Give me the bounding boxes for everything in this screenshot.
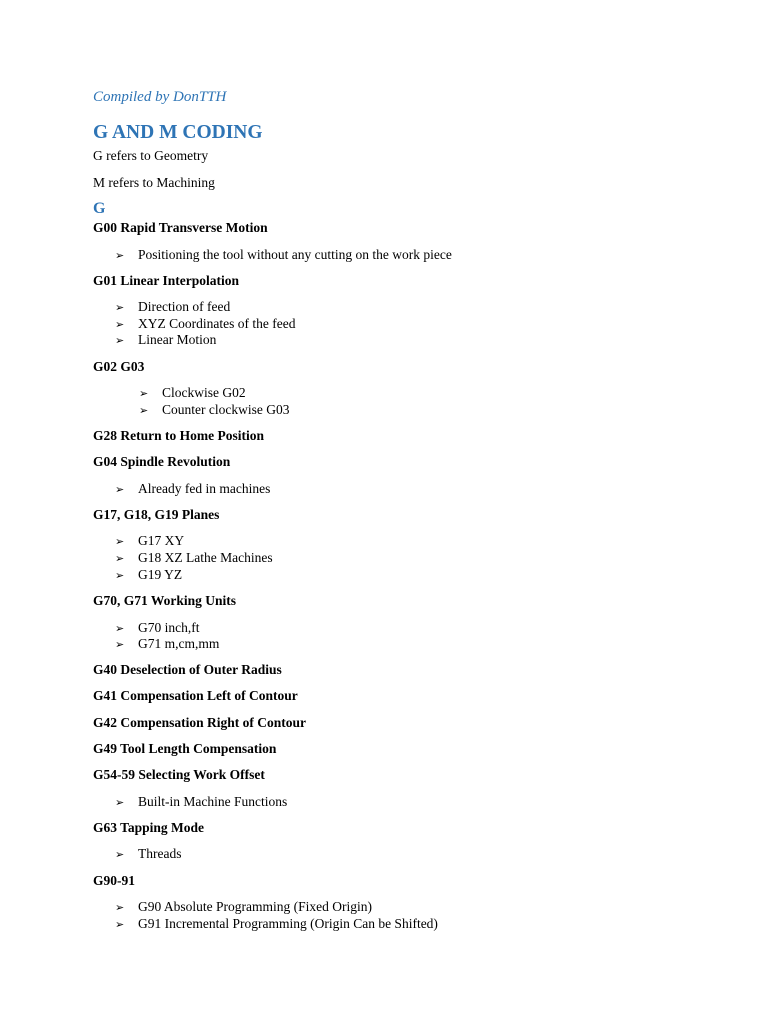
list-item: ➢ G18 XZ Lathe Machines: [115, 549, 273, 568]
bullet-arrow-icon: ➢: [115, 639, 125, 651]
section-letter: G: [93, 200, 106, 217]
section-heading: G04 Spindle Revolution: [93, 454, 231, 469]
intro-line-geometry: G refers to Geometry: [93, 148, 209, 163]
list-item: ➢ Built-in Machine Functions: [115, 793, 287, 812]
bullet-arrow-icon: ➢: [115, 302, 125, 314]
bullet-arrow-icon: ➢: [115, 570, 125, 582]
bullet-arrow-icon: ➢: [139, 405, 149, 417]
section-heading: G41 Compensation Left of Contour: [93, 688, 298, 703]
list-item: ➢ Direction of feed: [115, 298, 230, 317]
bullet-arrow-icon: ➢: [115, 250, 125, 262]
bullet-arrow-icon: ➢: [115, 335, 125, 347]
section-heading: G28 Return to Home Position: [93, 428, 264, 443]
list-item: ➢ G71 m,cm,mm: [115, 635, 219, 654]
bullet-arrow-icon: ➢: [115, 536, 125, 548]
list-item: ➢ G90 Absolute Programming (Fixed Origin): [115, 898, 372, 917]
bullet-arrow-icon: ➢: [115, 902, 125, 914]
intro-line-machining: M refers to Machining: [93, 175, 215, 190]
bullet-arrow-icon: ➢: [115, 623, 125, 635]
list-item: ➢ G19 YZ: [115, 566, 182, 585]
bullet-arrow-icon: ➢: [115, 553, 125, 565]
section-heading: G49 Tool Length Compensation: [93, 741, 277, 756]
list-item: ➢ Already fed in machines: [115, 480, 270, 499]
section-heading: G42 Compensation Right of Contour: [93, 715, 307, 730]
list-item: ➢ G91 Incremental Programming (Origin Can be Shifted): [115, 915, 438, 934]
list-item: ➢ Positioning the tool without any cutting on the work piece: [115, 246, 452, 265]
byline: Compiled by DonTTH: [93, 89, 227, 105]
bullet-arrow-icon: ➢: [115, 484, 125, 496]
bullet-arrow-icon: ➢: [139, 388, 149, 400]
bullet-arrow-icon: ➢: [115, 849, 125, 861]
list-item: ➢ Counter clockwise G03: [139, 401, 289, 420]
bullet-arrow-icon: ➢: [115, 919, 125, 931]
section-heading: G01 Linear Interpolation: [93, 273, 240, 288]
section-heading: G00 Rapid Transverse Motion: [93, 220, 268, 235]
list-item: ➢ Clockwise G02: [139, 384, 246, 403]
section-heading: G17, G18, G19 Planes: [93, 507, 220, 522]
section-heading: G90-91: [93, 873, 135, 888]
list-item: ➢ G17 XY: [115, 532, 184, 551]
document-title: G AND M CODING: [93, 122, 263, 143]
list-item: ➢ Threads: [115, 845, 181, 864]
section-heading: G70, G71 Working Units: [93, 593, 237, 608]
bullet-arrow-icon: ➢: [115, 319, 125, 331]
section-heading: G54-59 Selecting Work Offset: [93, 767, 265, 782]
list-item: ➢ Linear Motion: [115, 331, 216, 350]
bullet-arrow-icon: ➢: [115, 797, 125, 809]
section-heading: G40 Deselection of Outer Radius: [93, 662, 282, 677]
list-item: ➢ G70 inch,ft: [115, 619, 200, 638]
list-item: ➢ XYZ Coordinates of the feed: [115, 315, 295, 334]
section-heading: G63 Tapping Mode: [93, 820, 205, 835]
section-heading: G02 G03: [93, 359, 145, 374]
